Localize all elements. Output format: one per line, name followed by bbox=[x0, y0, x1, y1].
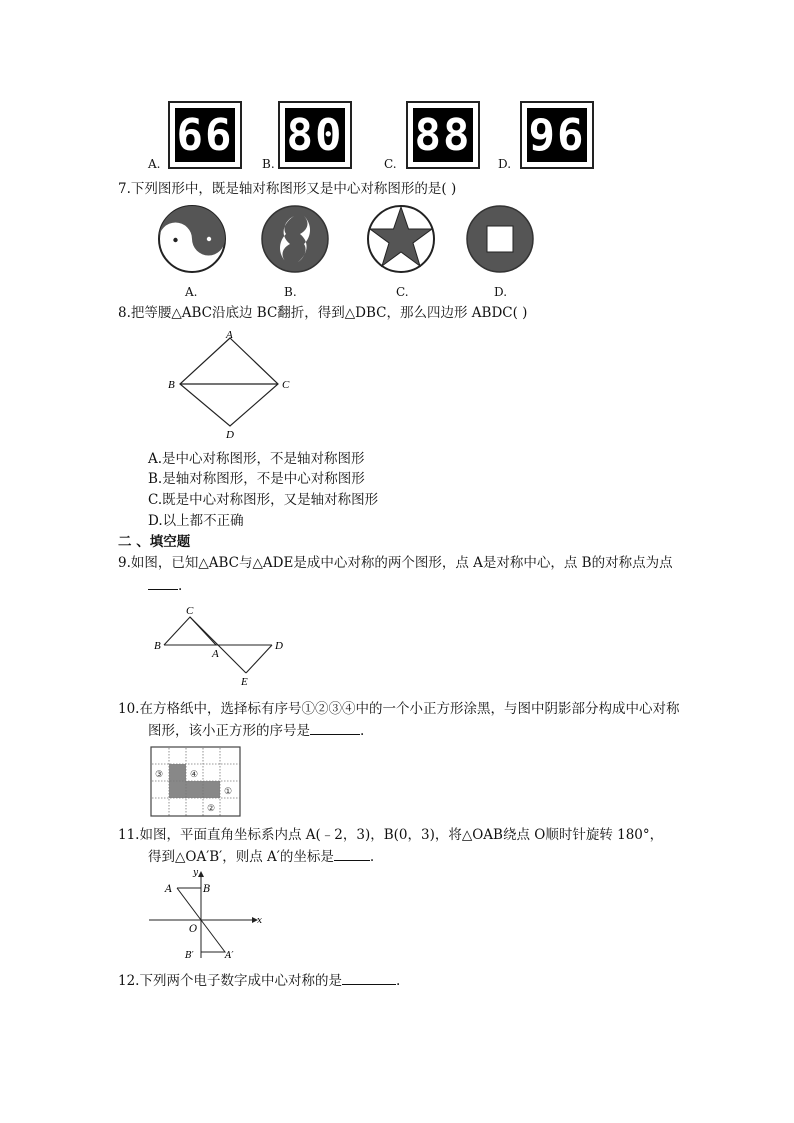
q7-question: 7.下列图形中，既是轴对称图形又是中心对称图形的是( ) bbox=[118, 181, 457, 197]
q9-question: 9.如图，已知△ABC与△ADE是成中心对称的两个图形，点 A是对称中心，点 B的对称点为点 bbox=[118, 555, 673, 571]
point-d-label: D bbox=[226, 429, 234, 441]
option-a-digit-display bbox=[168, 101, 242, 169]
q10-tail: . bbox=[360, 723, 365, 739]
y-axis-label: y bbox=[193, 868, 199, 878]
option-a-label: A. bbox=[148, 157, 161, 171]
option-c-digit-display bbox=[406, 101, 480, 169]
q11-question-line1: 11.如图，平面直角坐标系内点 A(﹣2，3)，B(0，3)，将△OAB绕点 O顺时针旋转 180°， bbox=[118, 827, 664, 843]
swirl-disc-figure bbox=[260, 204, 330, 274]
grid-paper-figure bbox=[150, 746, 242, 818]
mark-2: ② bbox=[207, 804, 216, 814]
q7-option-b-label: B. bbox=[284, 285, 297, 299]
point-a-label: A bbox=[226, 330, 233, 341]
q12-tail: . bbox=[395, 973, 401, 989]
q8-choice-d: D.以上都不正确 bbox=[148, 513, 244, 529]
option-c-label: C. bbox=[384, 157, 397, 171]
option-b-label: B. bbox=[262, 157, 275, 171]
option-d-label: D. bbox=[498, 157, 512, 171]
q8-question: 8.把等腰△ABC沿底边 BC翻折，得到△DBC，那么四边形 ABDC( ) bbox=[118, 305, 528, 321]
q10-question-line2-text: 图形，该小正方形的序号是 bbox=[148, 723, 310, 739]
q11-answer-blank[interactable] bbox=[334, 847, 370, 861]
q11-question-line2-text: 得到△OA′B′，则点 A′的坐标是 bbox=[148, 849, 334, 865]
x-axis-label: x bbox=[257, 916, 263, 926]
option-a-digits: 66 bbox=[176, 109, 234, 161]
mark-3: ③ bbox=[155, 770, 164, 780]
q8-choice-b: B.是轴对称图形，不是中心对称图形 bbox=[148, 471, 365, 487]
q7-option-c-label: C. bbox=[396, 285, 409, 299]
q10-question-line1: 10.在方格纸中，选择标有序号①②③④中的一个小正方形涂黑，与图中阴影部分构成中心对称 bbox=[118, 701, 680, 717]
q12-answer-blank[interactable] bbox=[342, 971, 396, 985]
q12-question-text: 12.下列两个电子数字成中心对称的是 bbox=[118, 973, 342, 989]
point-b-prime-label: B′ bbox=[185, 951, 194, 961]
mark-4: ④ bbox=[190, 770, 199, 780]
point-d-label: D bbox=[275, 640, 283, 652]
option-d-digit-display bbox=[520, 101, 594, 169]
q10-answer-blank[interactable] bbox=[310, 721, 360, 735]
central-symmetry-triangles-figure bbox=[148, 603, 298, 687]
option-b-digit-display bbox=[278, 101, 352, 169]
q10-question-line2 bbox=[148, 721, 364, 740]
point-c-label: C bbox=[186, 605, 194, 617]
q12-question bbox=[118, 971, 400, 990]
q8-choice-a: A.是中心对称图形，不是轴对称图形 bbox=[148, 451, 365, 467]
q11-question-line2 bbox=[148, 847, 374, 866]
point-a-prime-label: A′ bbox=[225, 951, 234, 961]
yin-yang-figure bbox=[157, 204, 227, 274]
point-b-label: B bbox=[203, 884, 211, 895]
coordinate-plane-figure bbox=[145, 866, 267, 962]
origin-label: O bbox=[189, 924, 198, 935]
q9-tail: . bbox=[178, 578, 183, 594]
option-d-digits: 96 bbox=[528, 109, 586, 161]
point-a-label: A bbox=[165, 884, 173, 895]
option-c-digits: 88 bbox=[414, 109, 472, 161]
square-hole-coin-figure bbox=[465, 204, 535, 274]
option-b-digits: 80 bbox=[286, 109, 344, 161]
q9-answer-blank[interactable] bbox=[148, 576, 178, 590]
q7-option-a-label: A. bbox=[185, 285, 198, 299]
q9-answer-line bbox=[148, 576, 182, 595]
q11-tail: . bbox=[369, 849, 375, 865]
q7-option-d-label: D. bbox=[494, 285, 508, 299]
q8-choice-c: C.既是中心对称图形，又是轴对称图形 bbox=[148, 492, 379, 508]
point-b-label: B bbox=[168, 379, 175, 391]
point-a-label: A bbox=[212, 648, 219, 660]
point-c-label: C bbox=[282, 379, 290, 391]
section-fill-in-title: 二 、填空题 bbox=[118, 534, 191, 550]
mark-1: ① bbox=[224, 787, 233, 797]
star-circle-figure bbox=[366, 204, 436, 274]
point-b-label: B bbox=[154, 640, 161, 652]
rhombus-abdc-figure bbox=[160, 330, 300, 442]
point-e-label: E bbox=[241, 676, 248, 687]
